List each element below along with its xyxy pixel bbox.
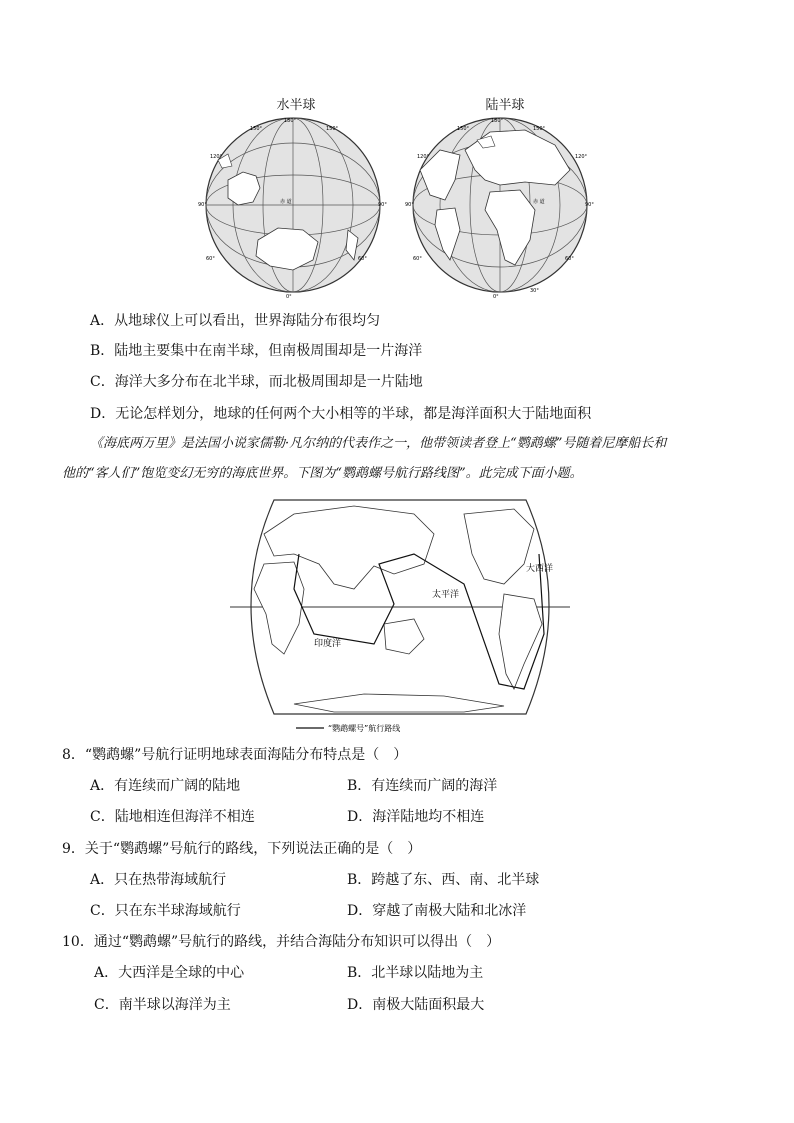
q10-option-c: C．南半球以海洋为主 <box>94 997 231 1013</box>
water-lbl-top-l: 150° <box>250 126 263 132</box>
pacific-label: 太平洋 <box>432 590 460 600</box>
water-lbl-left-d: 60° <box>206 256 215 262</box>
land-lbl-top-l: 150° <box>457 126 470 132</box>
land-lbl-bottom-r: 30° <box>530 288 539 294</box>
water-lbl-bottom: 0° <box>286 294 292 300</box>
land-lbl-left-d: 60° <box>413 256 422 262</box>
land-lbl-right-u: 120° <box>575 154 588 160</box>
water-equator-label: 赤 道 <box>280 199 292 205</box>
water-lbl-top-r: 150° <box>326 126 339 132</box>
passage-line-2: 他的“客人们”饱览变幻无穷的海底世界。下图为“鹦鹉螺号航行路线图”。此完成下面小题。 <box>62 466 583 481</box>
q8-option-d: D．海洋陆地均不相连 <box>347 809 485 825</box>
indian-label: 印度洋 <box>314 639 342 649</box>
atlantic-label: 大西洋 <box>526 564 554 574</box>
q7-option-d: D．无论怎样划分，地球的任何两个大小相等的半球，都是海洋面积大于陆地面积 <box>90 406 592 422</box>
q8-option-a: A．有连续而广阔的陆地 <box>90 778 241 794</box>
land-lbl-right-d: 60° <box>565 256 574 262</box>
q10-option-d: D．南极大陆面积最大 <box>347 997 485 1013</box>
q10-stem: 10．通过“鹦鹉螺”号航行的路线，并结合海陆分布知识可以得出（ ） <box>62 934 501 950</box>
q8-option-c: C．陆地相连但海洋不相连 <box>90 809 255 825</box>
land-lbl-top-r: 150° <box>533 126 546 132</box>
land-lbl-left-u: 120° <box>417 154 430 160</box>
land-hemisphere-globe <box>405 110 595 300</box>
land-lbl-left-m: 90° <box>405 202 414 208</box>
q10-option-b: B．北半球以陆地为主 <box>347 965 484 981</box>
passage-line-1: 《海底两万里》是法国小说家儒勒·凡尔纳的代表作之一，他带领读者登上“鹦鹉螺”号随着尼摩船长和 <box>90 436 667 451</box>
q7-option-a: A．从地球仪上可以看出，世界海陆分布很均匀 <box>90 313 381 329</box>
q9-stem: 9．关于“鹦鹉螺”号航行的路线，下列说法正确的是（ ） <box>62 841 422 857</box>
water-lbl-left-u: 120° <box>210 154 223 160</box>
q7-option-b: B．陆地主要集中在南半球，但南极周围却是一片海洋 <box>90 343 423 359</box>
water-lbl-right-d: 60° <box>358 256 367 262</box>
water-lbl-left-m: 90° <box>198 202 207 208</box>
q9-option-c: C．只在东半球海域航行 <box>90 903 241 919</box>
water-hemisphere-figure <box>198 92 388 302</box>
water-lbl-right-m: 90° <box>378 202 387 208</box>
water-hemisphere-title: 水半球 <box>276 98 316 113</box>
land-lbl-bottom: 0° <box>493 294 499 300</box>
q10-option-a: A．大西洋是全球的中心 <box>94 965 245 981</box>
water-hemisphere-globe <box>198 110 388 300</box>
land-hemisphere-figure <box>405 92 595 302</box>
q7-option-c: C．海洋大多分布在北半球，而北极周围却是一片陆地 <box>90 374 423 390</box>
land-equator-label: 赤 道 <box>533 199 545 205</box>
legend-label: “鹦鹉螺号”航行路线 <box>328 724 401 733</box>
water-lbl-top: 180° <box>284 118 297 124</box>
land-hemisphere-title: 陆半球 <box>485 98 525 113</box>
land-lbl-right-m: 90° <box>585 202 594 208</box>
q9-option-d: D．穿越了南极大陆和北冰洋 <box>347 903 527 919</box>
land-lbl-top: 180° <box>491 118 504 124</box>
q9-option-a: A．只在热带海域航行 <box>90 872 227 888</box>
nautilus-route-map <box>224 494 576 740</box>
q8-stem: 8．“鹦鹉螺”号航行证明地球表面海陆分布特点是（ ） <box>62 747 408 763</box>
q8-option-b: B．有连续而广阔的海洋 <box>347 778 498 794</box>
q9-option-b: B．跨越了东、西、南、北半球 <box>347 872 540 888</box>
